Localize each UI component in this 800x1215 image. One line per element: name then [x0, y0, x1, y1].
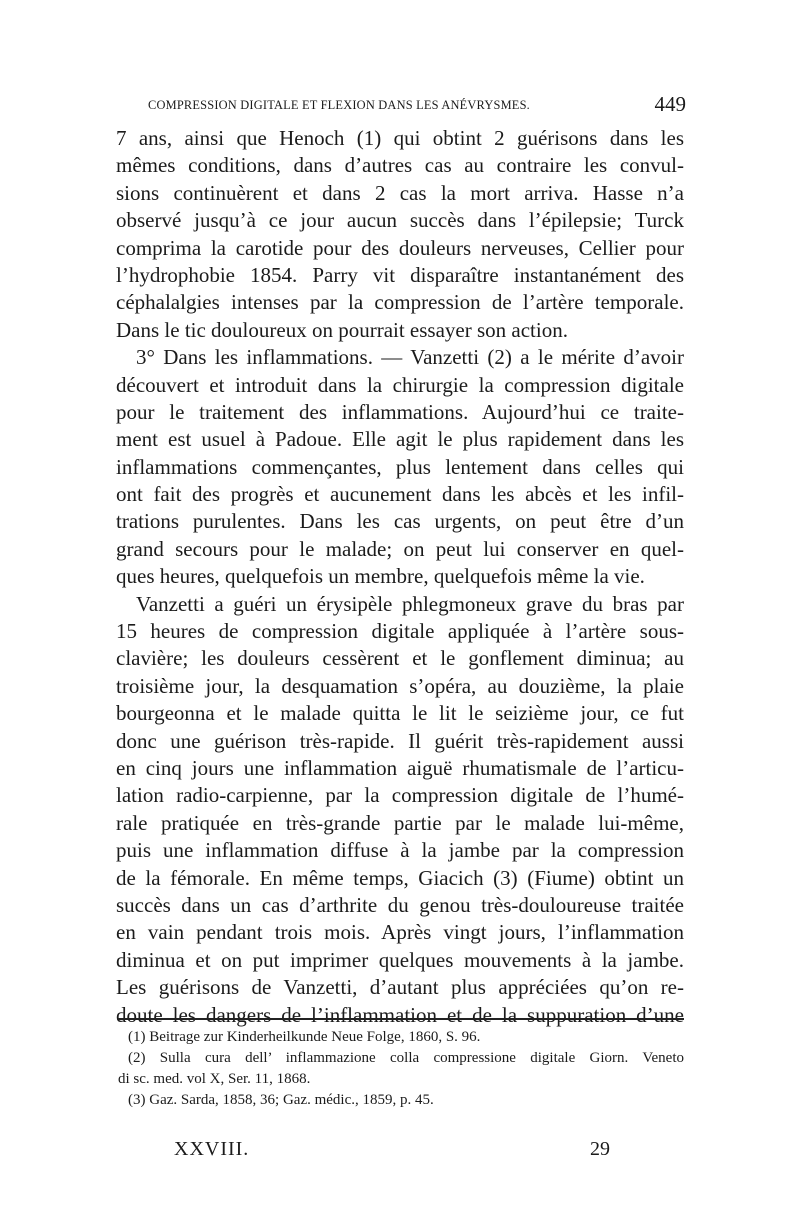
body-line: observé jusqu’à ce jour aucun succès dans l’épilepsie; Turck: [116, 208, 684, 233]
body-line: comprima la carotide pour des douleurs nerveuses, Cellier pour: [116, 235, 684, 260]
footnotes: [118, 1027, 684, 1111]
body-line: Dans le tic douloureux on pourrait essayer son action.: [116, 317, 568, 342]
section-heading-line: 3° Dans les inflammations. — Vanzetti (2) a le mérite d’avoir: [136, 345, 684, 370]
signature-mark: XXVIII.: [174, 1138, 250, 1160]
body-line: succès dans un cas d’arthrite du genou très-douloureuse traitée: [116, 892, 684, 917]
body-line: clavière; les douleurs cessèrent et le gonflement diminua; au: [116, 646, 684, 671]
body-line: pour le traitement des inflammations. Aujourd’hui ce traite-: [116, 399, 684, 424]
body-line: ment est usuel à Padoue. Elle agit le plus rapidement dans les: [116, 427, 684, 452]
gathering-number: 29: [590, 1138, 610, 1160]
body-line: découvert et introduit dans la chirurgie la compression digitale: [116, 372, 684, 397]
body-line: ont fait des progrès et aucunement dans les abcès et les infil-: [116, 482, 684, 507]
body-line: sions continuèrent et dans 2 cas la mort arriva. Hasse n’a: [116, 180, 684, 205]
body-line: lation radio-carpienne, par la compression digitale de l’humé-: [116, 783, 684, 808]
body-line: 7 ans, ainsi que Henoch (1) qui obtint 2 guérisons dans les: [116, 126, 684, 150]
running-head: [148, 92, 686, 120]
body-line: inflammations commençantes, plus lentement dans celles qui: [116, 454, 684, 479]
body-line: donc une guérison très-rapide. Il guérit très-rapidement aussi: [116, 728, 684, 753]
body-line: grand secours pour le malade; on peut lui conserver en quel-: [116, 536, 684, 561]
page-number: 449: [654, 92, 686, 116]
body-line: ques heures, quelquefois un membre, quelquefois même la vie.: [116, 564, 645, 589]
body-line: bourgeonna et le malade quitta le lit le seizième jour, ce fut: [116, 701, 684, 726]
body-line: l’hydrophobie 1854. Parry vit disparaître instantanément des: [116, 262, 684, 287]
body-line: 15 heures de compression digitale appliquée à l’artère sous-: [116, 619, 684, 644]
body-line: rale pratiquée en très-grande partie par le malade lui-même,: [116, 810, 684, 835]
body-line: troisième jour, la desquamation s’opéra, au douzième, la plaie: [116, 673, 684, 698]
body-line: trations purulentes. Dans les cas urgents, on peut être d’un: [116, 509, 684, 534]
footnote-line: (2) Sulla cura dell’ inflammazione colla compressione digitale Giorn. Veneto: [128, 1050, 684, 1066]
footnote-line: (1) Beitrage zur Kinderheilkunde Neue Folge, 1860, S. 96.: [128, 1029, 481, 1045]
body-line: céphalalgies intenses par la compression de l’artère temporale.: [116, 290, 684, 315]
footnote-line: di sc. med. vol X, Ser. 11, 1868.: [118, 1071, 311, 1087]
body-line: doute les dangers de l’inflammation et de la suppuration d’une: [116, 1002, 684, 1027]
running-title: COMPRESSION DIGITALE ET FLEXION DANS LES ANÉVRYSMES.: [148, 98, 530, 112]
body-line: en cinq jours une inflammation aiguë rhumatismale de l’articu-: [116, 755, 684, 780]
body-line: mêmes conditions, dans d’autres cas au contraire les convul-: [116, 153, 684, 178]
body-line: Vanzetti a guéri un érysipèle phlegmoneux grave du bras par: [136, 591, 684, 616]
body-text: [116, 125, 684, 1029]
footnote-rule: [118, 1018, 684, 1020]
body-line: diminua et on put imprimer quelques mouvements à la jambe.: [116, 947, 684, 972]
body-line: en vain pendant trois mois. Après vingt jours, l’inflammation: [116, 920, 684, 945]
body-line: Les guérisons de Vanzetti, d’autant plus appréciées qu’on re-: [116, 975, 684, 1000]
body-line: de la fémorale. En même temps, Giacich (3) (Fiume) obtint un: [116, 865, 684, 890]
body-line: puis une inflammation diffuse à la jambe par la compression: [116, 838, 684, 863]
footnote-line: (3) Gaz. Sarda, 1858, 36; Gaz. médic., 1859, p. 45.: [128, 1092, 434, 1108]
